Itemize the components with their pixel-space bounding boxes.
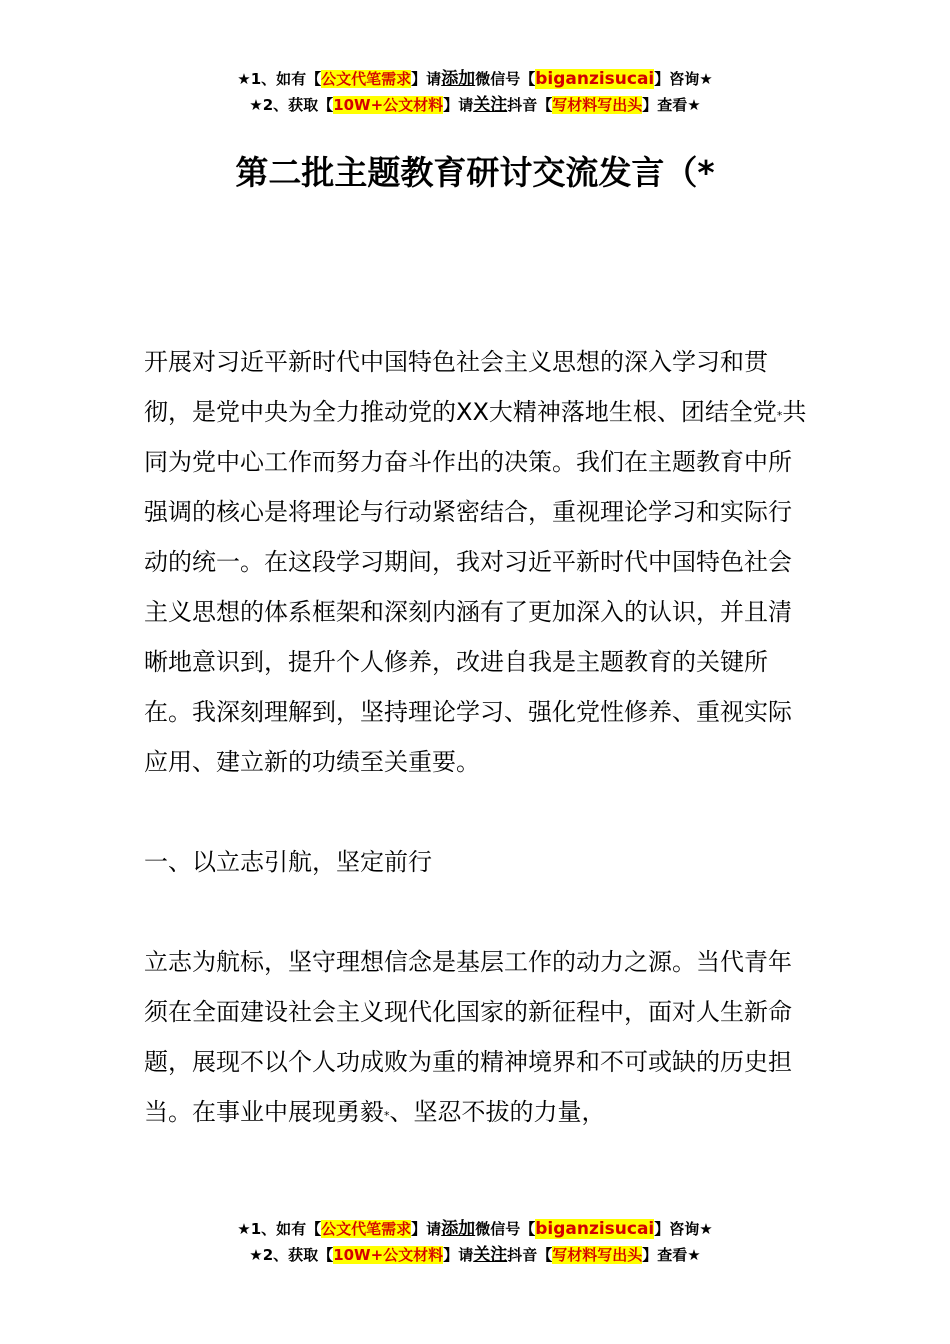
underlined-word: 关注 — [473, 95, 508, 115]
header-text: 】请 — [443, 96, 474, 114]
header-text: ★1、如有【 — [237, 70, 322, 88]
header-text: 】咨询★ — [654, 70, 713, 88]
highlight-douyin: 写材料写出头 — [552, 96, 643, 114]
footnote-mark: * — [776, 409, 783, 422]
header-text: 微信号【 — [475, 70, 536, 88]
footer-text: 微信号【 — [475, 1220, 536, 1238]
highlight-wechat-id: biganzisucai — [535, 69, 655, 89]
footer-banner — [0, 1216, 950, 1268]
document-title: 第二批主题教育研讨交流发言（* — [235, 153, 715, 192]
header-line-1 — [0, 66, 950, 92]
section-heading-1: 一、以立志引航，坚定前行 — [144, 848, 432, 876]
footer-text: ★2、获取【 — [249, 1246, 334, 1264]
paragraph-2 — [144, 937, 808, 1137]
underlined-word: 关注 — [473, 1245, 508, 1265]
paragraph-1 — [144, 337, 808, 787]
highlight-douyin: 写材料写出头 — [552, 1246, 643, 1264]
footer-text: 】咨询★ — [654, 1220, 713, 1238]
header-line-2 — [0, 92, 950, 118]
header-text: 】请 — [411, 70, 442, 88]
underlined-word: 添加 — [441, 1219, 476, 1239]
highlight-service: 公文代笔需求 — [321, 1220, 412, 1238]
highlight-materials: 10W+公文材料 — [333, 1246, 444, 1264]
footnote-mark: * — [384, 1109, 390, 1122]
footer-line-2 — [0, 1242, 950, 1268]
text: 立志为航标，坚守理想信念是基层工作的动力之源。当代青年须在全面建设社会主义现代化国家的新征程中，面对人生新命题，展现不以个人功成败为重的精神境界和不可或缺的历史担当。在事业中展现勇毅 — [144, 948, 792, 1126]
highlight-service: 公文代笔需求 — [321, 70, 412, 88]
footer-line-1 — [0, 1216, 950, 1242]
header-text: 抖音【 — [507, 96, 553, 114]
footer-text: 抖音【 — [507, 1246, 553, 1264]
footer-text: 】请 — [443, 1246, 474, 1264]
document-body — [144, 337, 808, 1137]
text: 共同为党中心工作而努力奋斗作出的决策。我们在主题教育中所强调的核心是将理论与行动紧密结合，重视理论学习和实际行动的统一。在这段学习期间，我对习近平新时代中国特色社会主义思想的体系框架和深刻内涵有了更加深入的认识，并且清晰地意识到，提升个人修养，改进自我是主题教育的关键所在。我深刻理解到，坚持理论学习、强化党性修养、重视实际应用、建立新的功绩至关重要。 — [144, 398, 807, 776]
header-text: 】查看★ — [642, 96, 701, 114]
highlight-wechat-id: biganzisucai — [535, 1219, 655, 1239]
footer-text: 】请 — [411, 1220, 442, 1238]
highlight-materials: 10W+公文材料 — [333, 96, 444, 114]
header-text: ★2、获取【 — [249, 96, 334, 114]
underlined-word: 添加 — [441, 69, 476, 89]
header-banner — [0, 66, 950, 118]
footer-text: 】查看★ — [642, 1246, 701, 1264]
text: 开展对习近平新时代中国特色社会主义思想的深入学习和贯彻，是党中央为全力推动党的XX大精神落地生根、团结全党 — [144, 348, 777, 426]
text: 、坚忍不拔的力量， — [389, 1098, 606, 1126]
footer-text: ★1、如有【 — [237, 1220, 322, 1238]
